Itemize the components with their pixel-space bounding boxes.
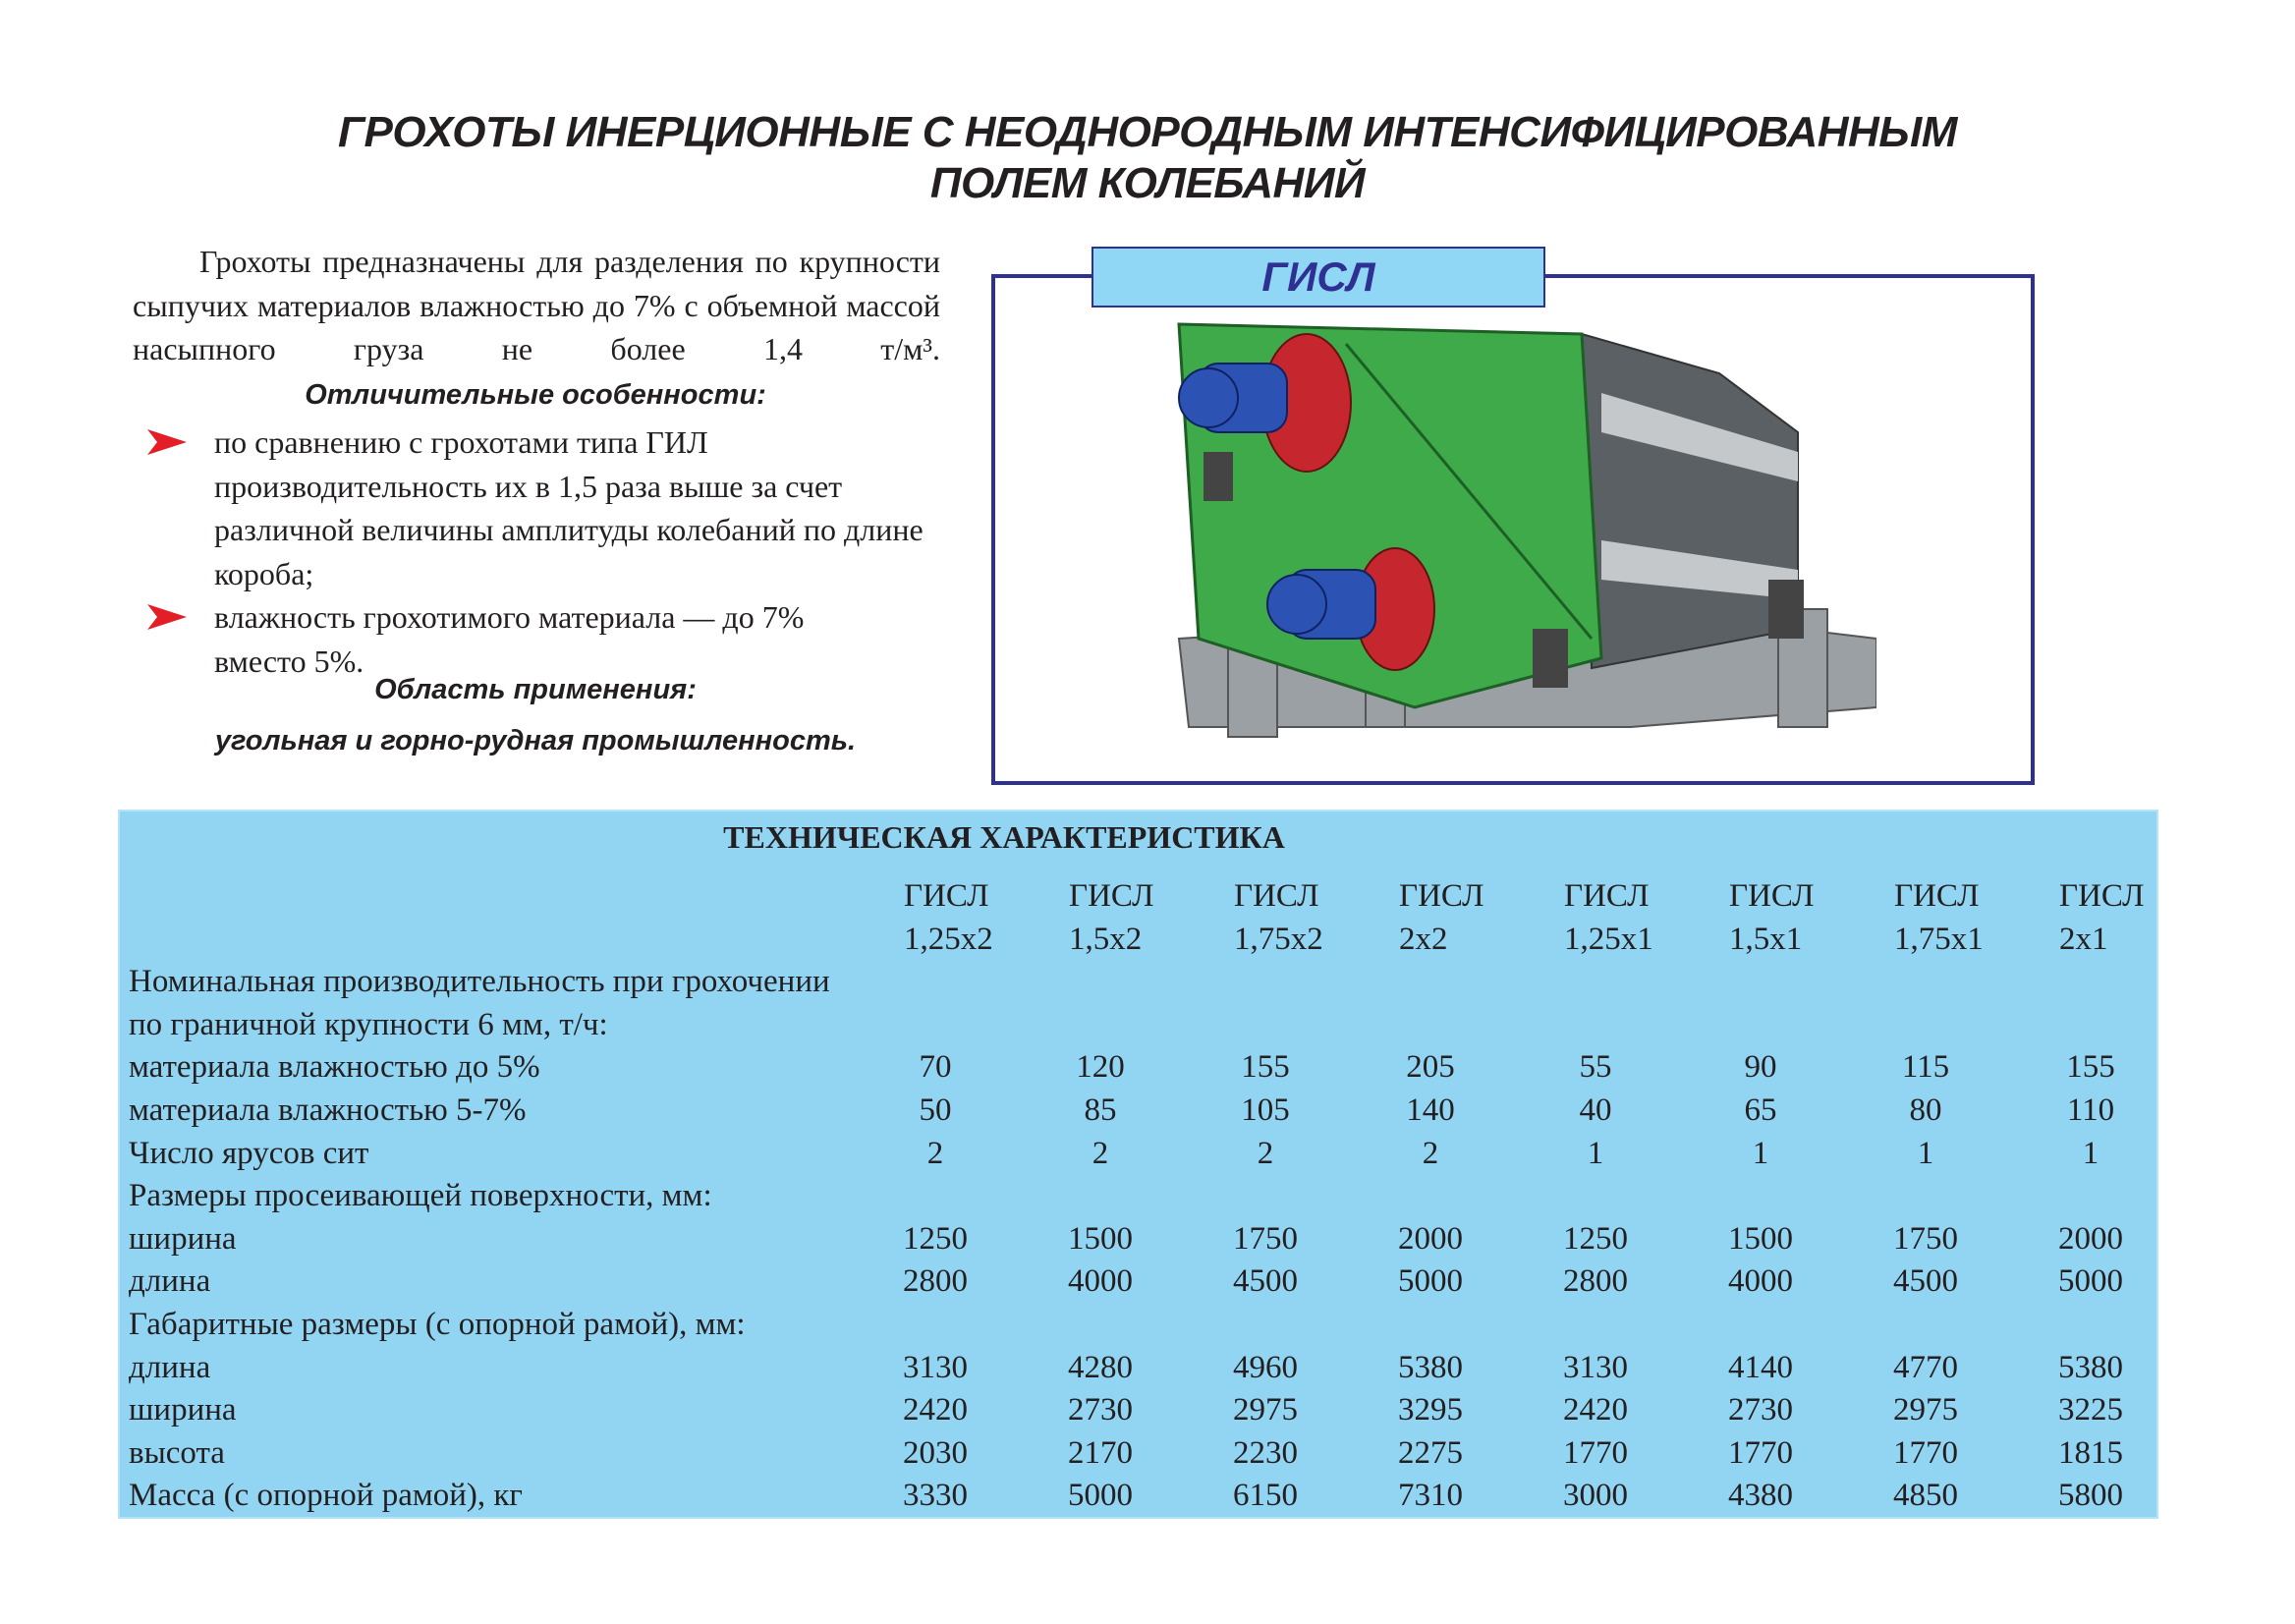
- table-row: [129, 1133, 2173, 1176]
- value-cell: 4000: [1068, 1263, 1133, 1300]
- column-header-size: 1,25x1: [1564, 921, 1653, 957]
- row-label: Число ярусов сит: [129, 1135, 369, 1171]
- value-cell: 80: [1909, 1092, 1942, 1128]
- feature-text: по сравнению с грохотами типа ГИЛ производительность их в 1,5 раза выше за счет различной величины амплитуды колебаний по длине короба;: [214, 424, 924, 591]
- column-header-name: ГИСЛ: [1729, 878, 1815, 914]
- value-cell: 5000: [2058, 1263, 2123, 1300]
- value-cell: 2: [1257, 1135, 1274, 1171]
- value-cell: 2730: [1728, 1392, 1793, 1428]
- row-label: длина: [129, 1349, 211, 1385]
- value-cell: 5380: [1398, 1349, 1463, 1385]
- value-cell: 4850: [1893, 1478, 1958, 1514]
- column-header-size: 1,75x1: [1894, 921, 1984, 957]
- value-cell: 2730: [1068, 1392, 1133, 1428]
- value-cell: 5000: [1068, 1478, 1133, 1514]
- value-cell: 2975: [1893, 1392, 1958, 1428]
- table-row: [129, 1090, 2173, 1133]
- feature-text: влажность грохотимого материала — до 7% вместо 5%.: [214, 599, 805, 679]
- header-label-spacer: [129, 919, 853, 962]
- value-cell: 3225: [2058, 1392, 2123, 1428]
- column-header-size: 2x2: [1399, 921, 1448, 957]
- value-cell: 4960: [1233, 1349, 1298, 1385]
- table-row: [129, 1475, 2173, 1518]
- value-cell: 65: [1744, 1092, 1777, 1128]
- value-cell: 3330: [903, 1478, 968, 1514]
- value-cell: 1: [1752, 1135, 1769, 1171]
- value-cell: 2275: [1398, 1434, 1463, 1471]
- value-cell: 3130: [903, 1349, 968, 1385]
- value-cell: 2: [926, 1135, 944, 1171]
- value-cell: 7310: [1398, 1478, 1463, 1514]
- value-cell: 4500: [1893, 1263, 1958, 1300]
- value-cell: 1: [1917, 1135, 1934, 1171]
- page-title-line-2: ПОЛЕМ КОЛЕБАНИЙ: [929, 159, 1366, 207]
- value-cell: 115: [1901, 1049, 1950, 1086]
- table-body: [129, 875, 2173, 1518]
- value-cell: 155: [1241, 1049, 1290, 1086]
- value-cell: 1750: [1893, 1220, 1958, 1257]
- value-cell: 155: [2066, 1049, 2115, 1086]
- value-cell: 110: [2066, 1092, 2115, 1128]
- table-row: [129, 1218, 2173, 1261]
- value-cell: 2000: [2058, 1220, 2123, 1257]
- value-cell: 85: [1084, 1092, 1117, 1128]
- intro-text: Грохоты предназначены для разделения по крупности сыпучих материалов влажностью до 7% с объемной массой насыпного груза не более 1,4 т/м³.: [133, 244, 940, 366]
- value-cell: 2230: [1233, 1434, 1298, 1471]
- column-header-name: ГИСЛ: [1234, 878, 1319, 914]
- page-title-line-1: ГРОХОТЫ ИНЕРЦИОННЫЕ С НЕОДНОРОДНЫМ ИНТЕНСИФИЦИРОВАННЫМ: [338, 108, 1957, 156]
- value-cell: 4280: [1068, 1349, 1133, 1385]
- value-cell: 3000: [1563, 1478, 1628, 1514]
- value-cell: 2420: [903, 1392, 968, 1428]
- value-cell: 40: [1579, 1092, 1612, 1128]
- column-header-name: ГИСЛ: [1399, 878, 1484, 914]
- value-cell: 2800: [903, 1263, 968, 1300]
- technical-specs-table: [118, 810, 2158, 1519]
- value-cell: 50: [919, 1092, 952, 1128]
- row-label: Габаритные размеры (с опорной рамой), мм:: [129, 1306, 746, 1342]
- row-label: высота: [129, 1434, 225, 1471]
- column-header-size: 1,5x2: [1069, 921, 1143, 957]
- value-cell: 5000: [1398, 1263, 1463, 1300]
- value-cell: 55: [1579, 1049, 1612, 1086]
- value-cell: 2800: [1563, 1263, 1628, 1300]
- red-arrow-icon: [147, 604, 187, 630]
- red-arrow-icon: [147, 429, 187, 455]
- row-label: ширина: [129, 1392, 237, 1428]
- product-label: ГИСЛ: [1092, 247, 1545, 308]
- value-cell: 205: [1406, 1049, 1455, 1086]
- value-cell: 4500: [1233, 1263, 1298, 1300]
- table-row: [129, 1260, 2173, 1304]
- screen-machine-illustration: [1169, 314, 1876, 747]
- value-cell: 1: [1587, 1135, 1604, 1171]
- value-cell: 1500: [1728, 1220, 1793, 1257]
- value-cell: 1250: [1563, 1220, 1628, 1257]
- value-cell: 5380: [2058, 1349, 2123, 1385]
- value-cell: 4140: [1728, 1349, 1793, 1385]
- value-cell: 70: [919, 1049, 952, 1086]
- value-cell: 2: [1092, 1135, 1109, 1171]
- value-cell: 1750: [1233, 1220, 1298, 1257]
- section-row: [129, 1304, 2173, 1347]
- value-cell: 105: [1241, 1092, 1290, 1128]
- value-cell: 1250: [903, 1220, 968, 1257]
- value-cell: 2000: [1398, 1220, 1463, 1257]
- value-cell: 2170: [1068, 1434, 1133, 1471]
- feature-item: [147, 420, 943, 595]
- row-label: по граничной крупности 6 мм, т/ч:: [129, 1006, 608, 1042]
- feature-item: [147, 595, 902, 683]
- row-label: ширина: [129, 1220, 237, 1257]
- row-label: Размеры просеивающей поверхности, мм:: [129, 1178, 712, 1214]
- value-cell: 2: [1422, 1135, 1439, 1171]
- section-row: [129, 1004, 2173, 1047]
- features-heading: Отличительные особенности:: [305, 379, 766, 411]
- value-cell: 4000: [1728, 1263, 1793, 1300]
- intro-paragraph: [133, 240, 940, 371]
- value-cell: 1770: [1563, 1434, 1628, 1471]
- table-row: [129, 1432, 2173, 1476]
- value-cell: 2030: [903, 1434, 968, 1471]
- section-row: [129, 961, 2173, 1004]
- row-label: длина: [129, 1263, 211, 1300]
- table-row: [129, 1046, 2173, 1090]
- value-cell: 1: [2082, 1135, 2099, 1171]
- row-label: материала влажностью 5-7%: [129, 1092, 527, 1128]
- column-header-name: ГИСЛ: [1069, 878, 1154, 914]
- value-cell: 5800: [2058, 1478, 2123, 1514]
- features-list: [147, 420, 943, 683]
- header-label-spacer: [129, 875, 853, 919]
- application-text: угольная и горно-рудная промышленность.: [214, 725, 857, 756]
- value-cell: 120: [1076, 1049, 1125, 1086]
- value-cell: 3295: [1398, 1392, 1463, 1428]
- application-heading: Область применения:: [374, 674, 697, 705]
- value-cell: 1770: [1728, 1434, 1793, 1471]
- value-cell: 6150: [1233, 1478, 1298, 1514]
- column-header-size: 1,5x1: [1729, 921, 1803, 957]
- table-title: ТЕХНИЧЕСКАЯ ХАРАКТЕРИСТИКА: [723, 819, 1285, 855]
- value-cell: 3130: [1563, 1349, 1628, 1385]
- header-row-size: [129, 919, 2173, 962]
- column-header-name: ГИСЛ: [1894, 878, 1980, 914]
- column-header-name: ГИСЛ: [904, 878, 989, 914]
- value-cell: 2420: [1563, 1392, 1628, 1428]
- table-row: [129, 1389, 2173, 1432]
- header-row-model: [129, 875, 2173, 919]
- row-label: материала влажностью до 5%: [129, 1049, 540, 1086]
- table-row: [129, 1347, 2173, 1390]
- column-header-size: 1,75x2: [1234, 921, 1323, 957]
- value-cell: 1815: [2058, 1434, 2123, 1471]
- value-cell: 4380: [1728, 1478, 1793, 1514]
- value-cell: 90: [1744, 1049, 1777, 1086]
- column-header-name: ГИСЛ: [1564, 878, 1650, 914]
- row-label: Номинальная производительность при грохочении: [129, 964, 830, 1000]
- column-header-size: 1,25x2: [904, 921, 993, 957]
- value-cell: 1770: [1893, 1434, 1958, 1471]
- row-label: Масса (с опорной рамой), кг: [129, 1478, 523, 1514]
- value-cell: 4770: [1893, 1349, 1958, 1385]
- section-row: [129, 1175, 2173, 1218]
- column-header-size: 2x1: [2059, 921, 2108, 957]
- value-cell: 1500: [1068, 1220, 1133, 1257]
- value-cell: 2975: [1233, 1392, 1298, 1428]
- column-header-name: ГИСЛ: [2059, 878, 2145, 914]
- value-cell: 140: [1406, 1092, 1455, 1128]
